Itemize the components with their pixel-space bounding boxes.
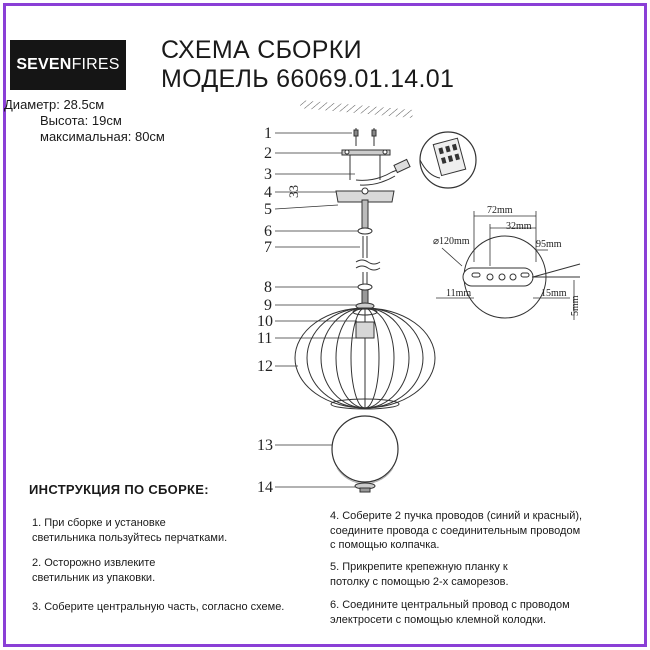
side-label: 33	[286, 185, 301, 198]
title-line-1: СХЕМА СБОРКИ	[161, 36, 362, 64]
spec-height: Высота: 19см	[40, 113, 122, 128]
part-number-4: 4	[264, 184, 272, 201]
dim-11: 11mm	[446, 288, 472, 299]
part-number-14: 14	[257, 479, 273, 496]
step-3: 3. Соберите центральную часть, согласно схеме.	[32, 601, 285, 613]
step-4: 4. Соберите 2 пучка проводов (синий и красный), соедините провода с соединительным проводом с помощью колпачка.	[330, 510, 583, 551]
part-number-10: 10	[257, 313, 273, 330]
step-2: 2. Осторожно извлеките светильник из упаковки.	[32, 557, 156, 584]
part-number-8: 8	[264, 279, 272, 296]
title-line-2: МОДЕЛЬ 66069.01.14.01	[161, 65, 455, 93]
spec-diameter: Диаметр: 28.5см	[4, 97, 105, 112]
finial	[355, 483, 375, 492]
dim-32: 32mm	[506, 221, 532, 232]
dimension-detail	[433, 205, 581, 320]
dim-15: 15mm	[541, 288, 567, 299]
part-number-11: 11	[257, 330, 273, 347]
part-number-3: 3	[264, 166, 272, 183]
spec-max-height: максимальная: 80см	[40, 129, 165, 144]
instructions-title: ИНСТРУКЦИЯ ПО СБОРКЕ:	[29, 482, 209, 497]
part-numbers	[257, 125, 273, 496]
part-number-2: 2	[264, 145, 272, 162]
dim-diameter: ⌀120mm	[433, 236, 470, 247]
ceiling-hatch	[300, 100, 413, 118]
part-number-12: 12	[257, 358, 273, 375]
terminal-detail	[420, 132, 476, 188]
part-number-1: 1	[264, 125, 272, 142]
step-5: 5. Прикрепите крепежную планку к потолку с помощью 2-х саморезов.	[330, 561, 509, 588]
part-number-5: 5	[264, 201, 272, 218]
step-1: 1. При сборке и установке светильника пользуйтесь перчатками.	[32, 517, 228, 544]
cage-shade	[295, 308, 435, 409]
part-number-7: 7	[264, 239, 272, 256]
part-number-9: 9	[264, 297, 272, 314]
logo-thin: FIRES	[71, 56, 120, 73]
logo-bold: SEVEN	[16, 56, 72, 73]
part-number-13: 13	[257, 437, 273, 454]
dim-72: 72mm	[487, 205, 513, 216]
stem	[356, 200, 380, 309]
dim-95: 95mm	[536, 239, 562, 250]
step-6: 6. Соедините центральный провод с проводом электросети с помощью клемной колодки.	[330, 599, 570, 626]
dim-5: 5mm	[570, 295, 581, 316]
glass-sphere	[332, 416, 398, 484]
part-number-6: 6	[264, 223, 272, 240]
screws	[354, 128, 376, 146]
mounting-bar	[342, 150, 390, 180]
